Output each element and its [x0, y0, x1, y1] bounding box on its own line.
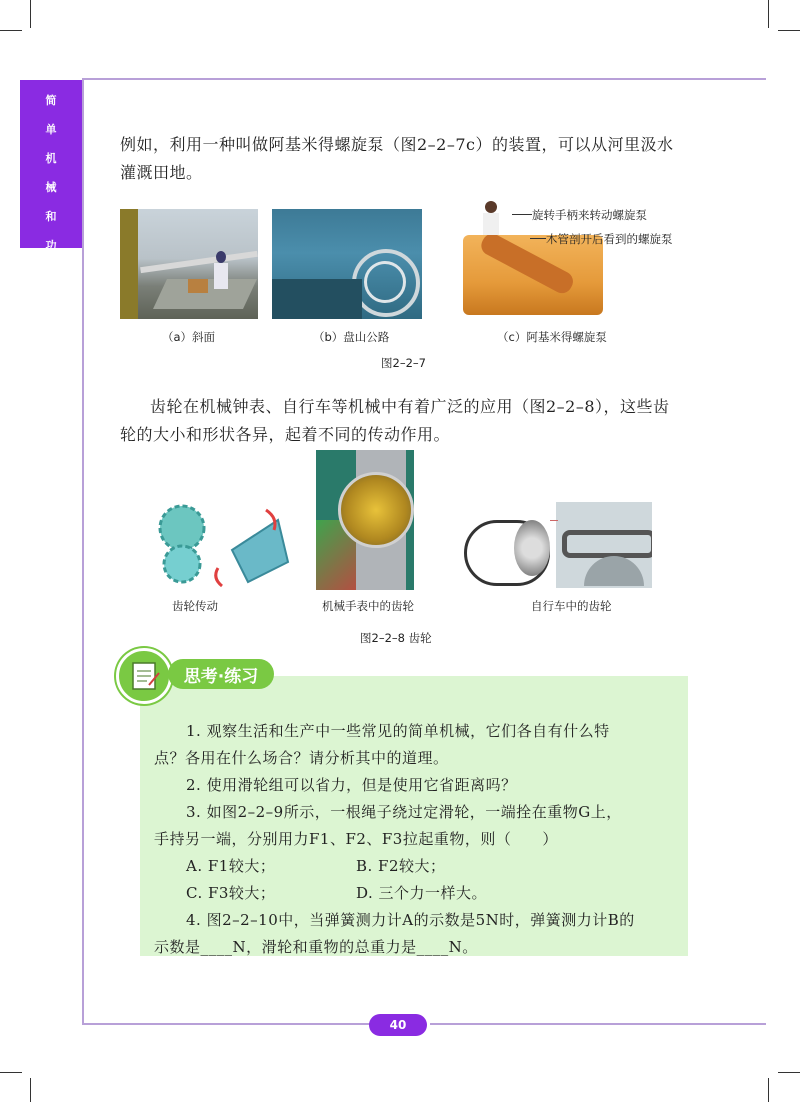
intro-line-1: 例如，利用一种叫做阿基米得螺旋泵（图2–2–7c）的装置，可以从河里汲水	[120, 135, 674, 154]
photo-incline	[120, 209, 258, 319]
page-frame-top	[82, 78, 766, 80]
question-1-line-2: 点？各用在什么场合？请分析其中的道理。	[154, 749, 449, 767]
caption-mountain-road: （b）盘山公路	[313, 330, 390, 344]
question-3-option-c: C. F3较大；	[186, 884, 276, 902]
photo-watch-gears	[316, 450, 414, 590]
question-3-option-a: A. F1较大；	[186, 857, 276, 875]
question-1-line-1: 1. 观察生活和生产中一些常见的简单机械，它们各自有什么特	[186, 722, 610, 740]
side-tab-char: 功	[45, 239, 57, 252]
question-3-line-1: 3. 如图2–2–9所示，一根绳子绕过定滑轮，一端拴在重物G上，	[186, 803, 622, 821]
caption-watch-gears: 机械手表中的齿轮	[322, 599, 414, 613]
crop-mark	[0, 30, 22, 31]
annotation-handle: 旋转手柄来转动螺旋泵	[532, 208, 647, 222]
question-4-line-1: 4. 图2–2–10中，当弹簧测力计A的示数是5N时，弹簧测力计B的	[186, 911, 635, 929]
annotation-leader	[512, 214, 532, 215]
side-tab-char: 和	[45, 210, 57, 223]
crop-mark	[778, 30, 800, 31]
side-tab-char: 械	[45, 181, 57, 194]
crop-mark	[30, 1078, 31, 1102]
figure-title-2-2-8: 图2–2–8 齿轮	[360, 631, 432, 645]
gear-para-line-2: 轮的大小和形状各异，起着不同的传动作用。	[120, 425, 451, 444]
question-3-option-d: D. 三个力一样大。	[356, 884, 488, 902]
question-4-line-2: 示数是____N，滑轮和重物的总重力是____N。	[154, 938, 478, 956]
annotation-leader	[530, 238, 546, 239]
side-tab-char: 机	[45, 152, 57, 165]
photo-gear-transmission	[148, 498, 296, 590]
crop-mark	[768, 0, 769, 28]
side-tab-char: 简	[45, 94, 57, 107]
exercise-heading: 思考·练习	[168, 659, 274, 689]
question-3-line-2: 手持另一端，分别用力F1、F2、F3拉起重物，则（ ）	[154, 830, 558, 848]
caption-incline: （a）斜面	[162, 330, 216, 344]
question-2: 2. 使用滑轮组可以省力，但是使用它省距离吗？	[186, 776, 517, 794]
page-frame-bottom	[82, 1023, 372, 1025]
side-tab-char: 单	[45, 123, 57, 136]
page-number: 40	[369, 1014, 427, 1036]
notebook-icon	[116, 648, 172, 704]
photo-bicycle-gears	[464, 500, 652, 590]
question-3-option-b: B. F2较大；	[356, 857, 446, 875]
crop-mark	[30, 0, 31, 28]
annotation-screw: 木管剖开后看到的螺旋泵	[546, 232, 673, 246]
intro-line-2: 灌溉田地。	[120, 163, 203, 182]
photo-mountain-road	[272, 209, 422, 319]
caption-bicycle-gears: 自行车中的齿轮	[531, 599, 612, 613]
crop-mark	[0, 1072, 22, 1073]
crop-mark	[768, 1078, 769, 1102]
page-frame-bottom	[430, 1023, 766, 1025]
caption-gear-transmission: 齿轮传动	[172, 599, 218, 613]
crop-mark	[778, 1072, 800, 1073]
chapter-side-tab	[20, 80, 82, 252]
gear-para-line-1: 齿轮在机械钟表、自行车等机械中有着广泛的应用（图2–2–8），这些齿	[150, 397, 670, 416]
page-frame-left	[82, 78, 84, 1024]
caption-archimedes-screw: （c）阿基米得螺旋泵	[497, 330, 607, 344]
figure-title-2-2-7: 图2–2–7	[381, 356, 426, 370]
